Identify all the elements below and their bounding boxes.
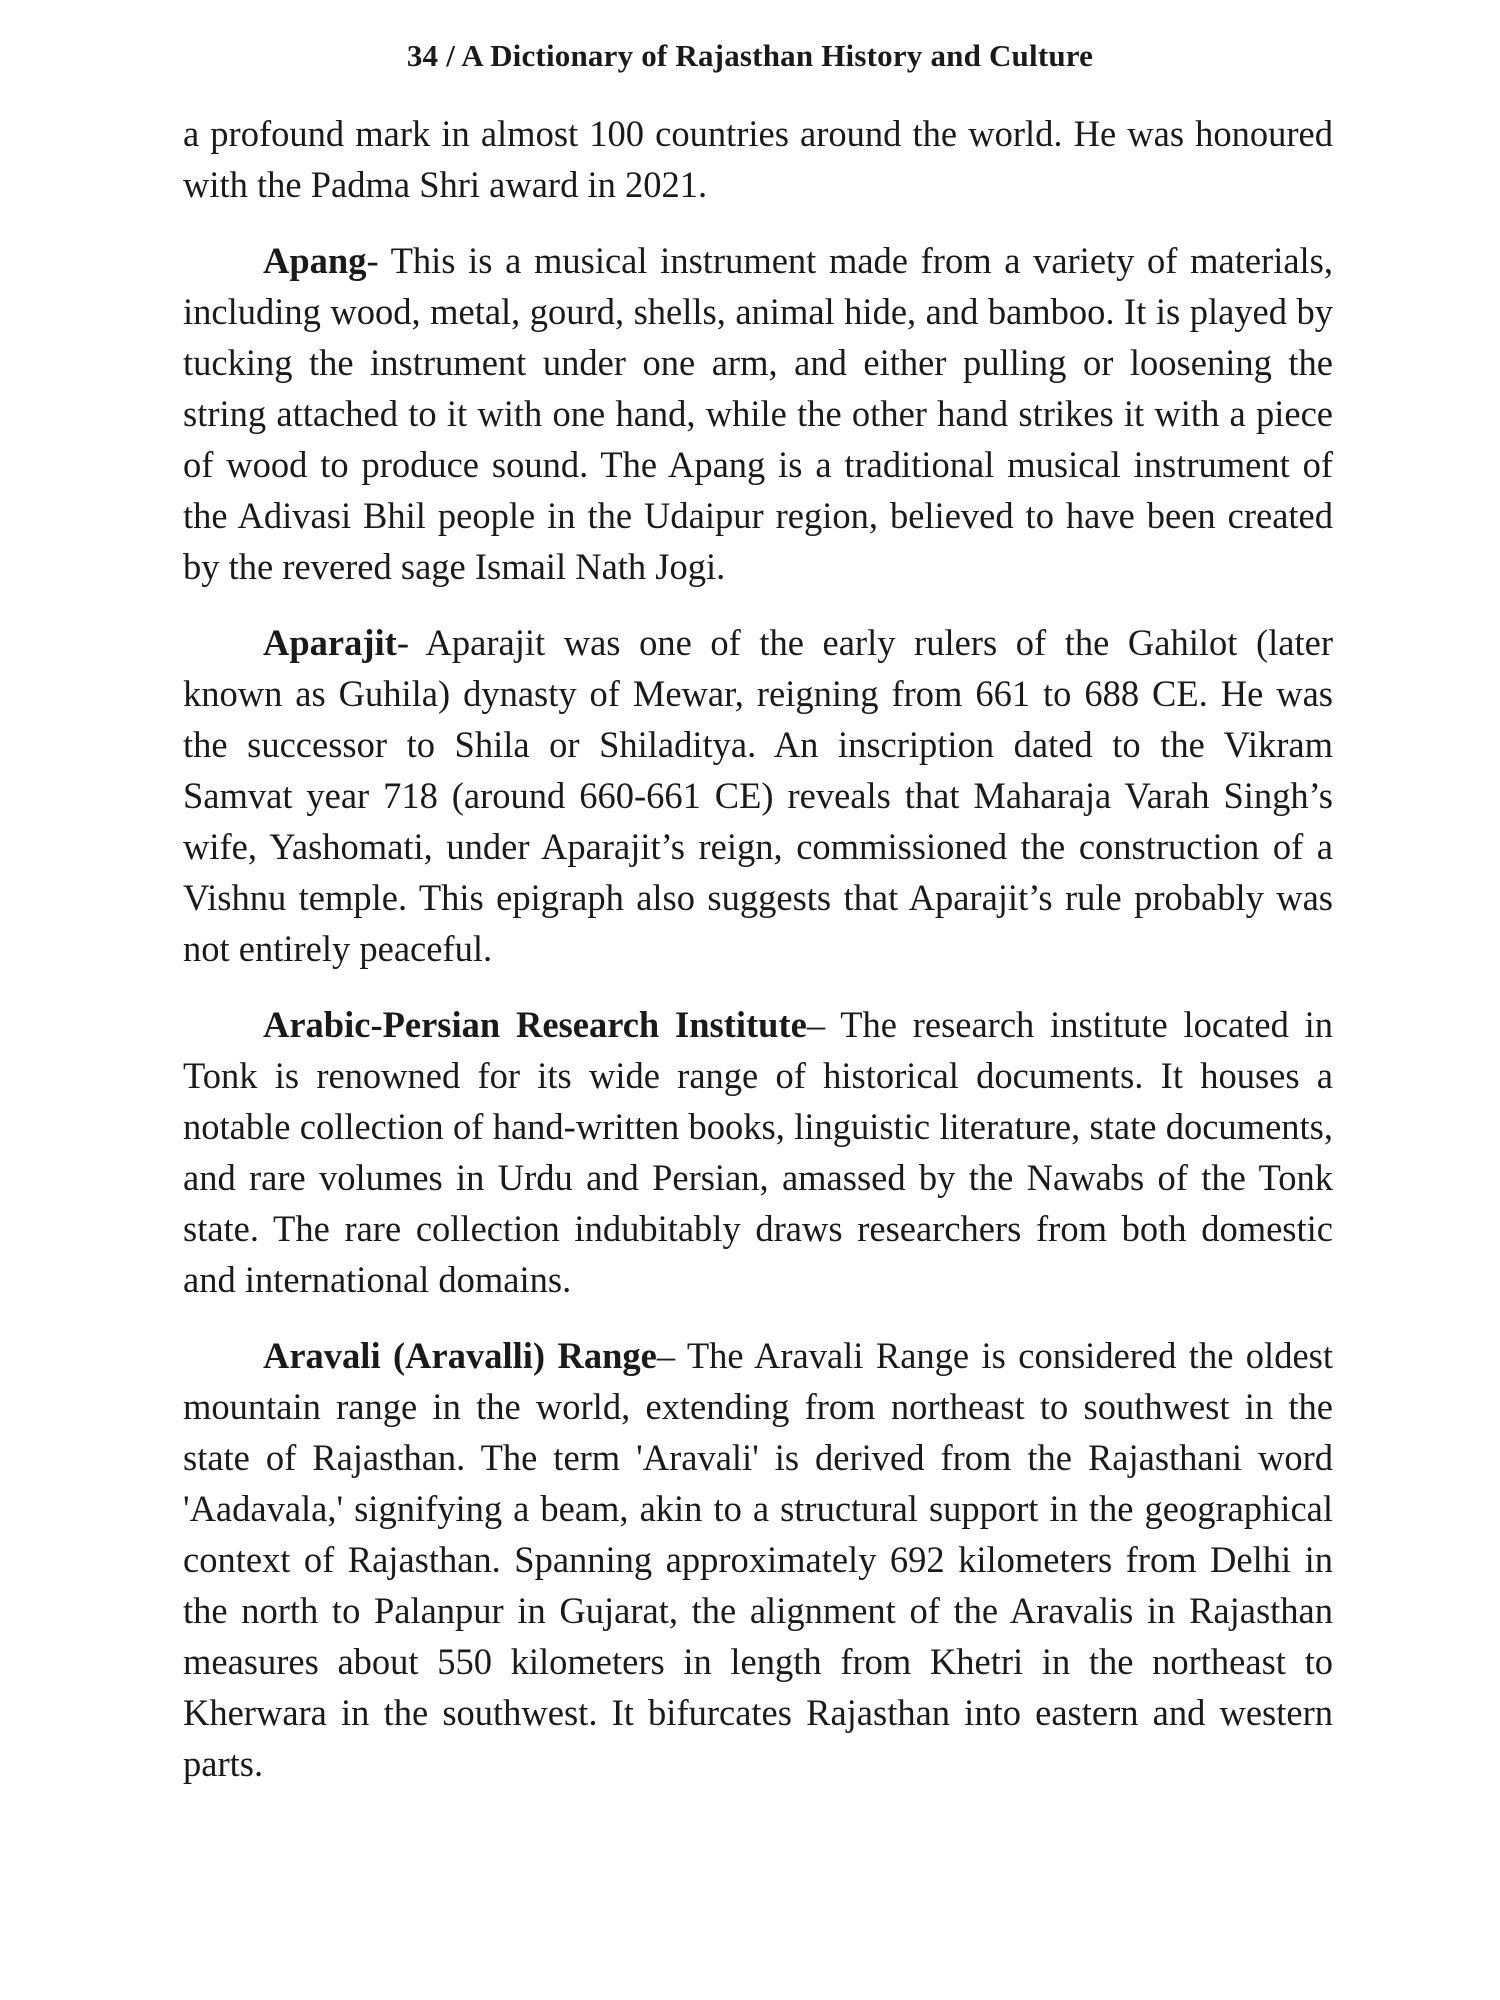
entry-separator: – xyxy=(806,1004,841,1045)
entry-separator: – xyxy=(656,1335,687,1376)
entry-apang xyxy=(183,235,1333,592)
running-head: 34 / A Dictionary of Rajasthan History and Culture xyxy=(406,38,1094,73)
entry-text: Aparajit was one of the early rulers of the Gahilot (later known as Guhila) dynasty of Mewar, reigning from 661 to 688 CE. He was the successor to Shila or Shiladitya. An inscription dated to the Vikram Samvat year 718 (around 660-661 CE) reveals that Maharaja Varah Singh’s wife, Yashomati, under Aparajit’s reign, commissioned the construction of a Vishnu temple. This epigraph also suggests that Aparajit’s rule probably was not entirely peaceful. xyxy=(183,622,1333,969)
entry-aparajit xyxy=(183,617,1333,974)
entry-term: Arabic-Persian Research Institute xyxy=(263,1004,807,1045)
entry-term: Aparajit xyxy=(263,622,397,663)
entry-term: Aravali (Aravalli) Range xyxy=(263,1335,657,1376)
entry-text: The research institute located in Tonk is renowned for its wide range of historical documents. It houses a notable collection of hand-written books, linguistic literature, state documents, and rare volumes in Urdu and Persian, amassed by the Nawabs of the Tonk state. The rare collection indubitably draws researchers from both domestic and international domains. xyxy=(183,1004,1334,1300)
page-body xyxy=(183,108,1333,1789)
entry-text: The Aravali Range is considered the oldest mountain range in the world, extending from northeast to southwest in the state of Rajasthan. The term 'Aravali' is derived from the Rajasthani word 'Aadavala,' signifying a beam, akin to a structural support in the geographical context of Rajasthan. Spanning approximately 692 kilometers from Delhi in the north to Palanpur in Gujarat, the alignment of the Aravalis in Rajasthan measures about 550 kilometers in length from Khetri in the northeast to Kherwara in the southwest. It bifurcates Rajasthan into eastern and western parts. xyxy=(183,1335,1333,1784)
entry-text: This is a musical instrument made from a variety of materials, including wood, metal, gourd, shells, animal hide, and bamboo. It is played by tucking the instrument under one arm, and either pulling or loosening the string attached to it with one hand, while the other hand strikes it with a piece of wood to produce sound. The Apang is a traditional musical instrument of the Adivasi Bhil people in the Udaipur region, believed to have been created by the revered sage Ismail Nath Jogi. xyxy=(183,240,1334,587)
entry-term: Apang xyxy=(263,240,367,281)
entry-separator: - xyxy=(366,240,391,281)
continuation-paragraph: a profound mark in almost 100 countries around the world. He was honoured with the Padma Shri award in 2021. xyxy=(183,113,1333,205)
entry-aravali-range xyxy=(183,1330,1333,1789)
entry-arabic-persian-research-institute xyxy=(183,999,1333,1305)
entry-separator: - xyxy=(396,622,426,663)
